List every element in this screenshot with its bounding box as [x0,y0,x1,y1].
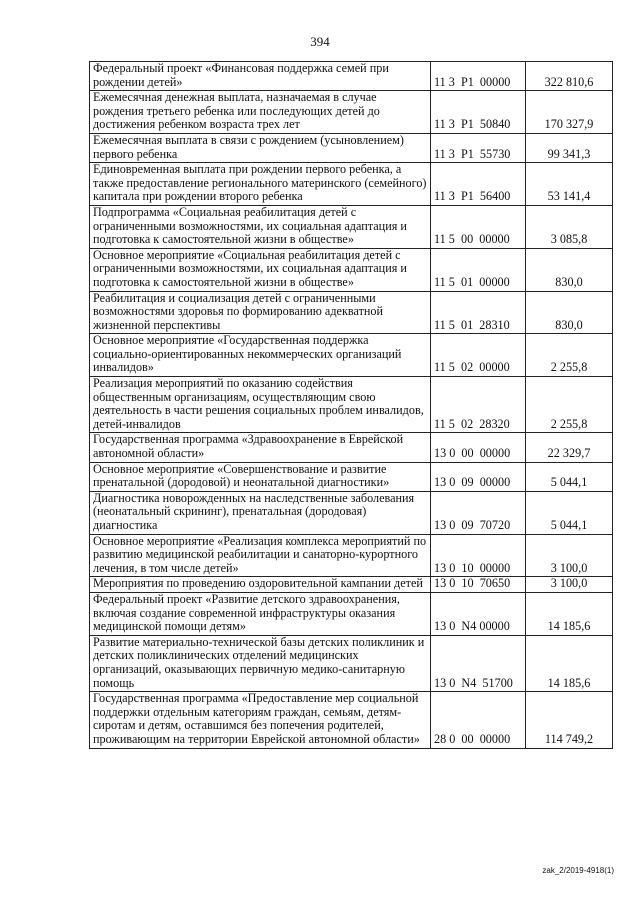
row-code-cell: 11 3 P1 50840 [431,91,526,134]
document-footer-code: zak_2/2019-4918(1) [542,866,614,875]
row-code-cell: 11 3 P1 56400 [431,163,526,206]
row-code-cell: 13 0 09 00000 [431,462,526,491]
row-amount-cell: 170 327,9 [526,91,613,134]
table-row [90,163,613,206]
row-amount-cell: 99 341,3 [526,133,613,162]
row-code-cell: 28 0 00 00000 [431,692,526,748]
row-name-cell: Реализация мероприятий по оказанию содействия общественным организациям, осуществляющим свою деятельность в части решения социальных проблем инвалидов, детей-инвалидов [90,377,431,433]
row-name-cell: Основное мероприятие «Реализация комплекса мероприятий по развитию медицинской реабилитации и санаторно-курортного лечения, в том числе детей» [90,534,431,577]
row-name-cell: Основное мероприятие «Социальная реабилитация детей с ограниченными возможностями, их социальная адаптация и подготовка к самостоятельной жизни в обществе» [90,248,431,291]
row-amount-cell: 22 329,7 [526,433,613,462]
row-name-cell: Основное мероприятие «Государственная поддержка социально-ориентированных некоммерческих организаций инвалидов» [90,334,431,377]
row-amount-cell: 14 185,6 [526,592,613,635]
row-name-cell: Ежемесячная денежная выплата, назначаемая в случае рождения третьего ребенка или последующих детей до достижения ребенком возраста трех лет [90,91,431,134]
row-amount-cell: 5 044,1 [526,462,613,491]
row-amount-cell: 53 141,4 [526,163,613,206]
table-row [90,133,613,162]
row-name-cell: Диагностика новорожденных на наследственные заболевания (неонатальный скрининг), пренатальная (дородовая) диагностика [90,491,431,534]
row-amount-cell: 830,0 [526,248,613,291]
table-row [90,248,613,291]
row-amount-cell: 114 749,2 [526,692,613,748]
row-name-cell: Развитие материально-технической базы детских поликлиник и детских поликлинических отделений медицинских организаций, оказывающих первичную медико-санитарную помощь [90,635,431,691]
row-code-cell: 13 0 N4 00000 [431,592,526,635]
row-name-cell: Подпрограмма «Социальная реабилитация детей с ограниченными возможностями, их социальная адаптация и подготовка к самостоятельной жизни в обществе» [90,205,431,248]
table-row [90,62,613,91]
row-code-cell: 13 0 N4 51700 [431,635,526,691]
row-amount-cell: 3 100,0 [526,577,613,593]
table-row [90,334,613,377]
row-code-cell: 13 0 10 70650 [431,577,526,593]
row-name-cell: Мероприятия по проведению оздоровительной кампании детей [90,577,431,593]
row-code-cell: 13 0 10 00000 [431,534,526,577]
page-number: 394 [310,34,330,49]
row-code-cell: 11 5 01 00000 [431,248,526,291]
row-amount-cell: 3 085,8 [526,205,613,248]
row-code-cell: 11 5 02 00000 [431,334,526,377]
row-name-cell: Государственная программа «Здравоохранение в Еврейской автономной области» [90,433,431,462]
row-name-cell: Государственная программа «Предоставление мер социальной поддержки отдельным категориям граждан, семьям, детям-сиротам и детям, оставшимся без попечения родителей, проживающим на территории Еврейской автономной области» [90,692,431,748]
row-code-cell: 11 5 02 28320 [431,377,526,433]
row-amount-cell: 14 185,6 [526,635,613,691]
budget-table [89,61,613,749]
row-amount-cell: 2 255,8 [526,377,613,433]
row-code-cell: 13 0 00 00000 [431,433,526,462]
table-row [90,491,613,534]
table-row [90,692,613,748]
row-amount-cell: 830,0 [526,291,613,334]
table-row [90,534,613,577]
table-row [90,592,613,635]
row-code-cell: 11 5 01 28310 [431,291,526,334]
table-row [90,635,613,691]
row-code-cell: 11 3 P1 00000 [431,62,526,91]
row-name-cell: Основное мероприятие «Совершенствование и развитие пренатальной (дородовой) и неонатальной диагностики» [90,462,431,491]
row-name-cell: Единовременная выплата при рождении первого ребенка, а также предоставление регионального материнского (семейного) капитала при рождении второго ребенка [90,163,431,206]
row-name-cell: Реабилитация и социализация детей с ограниченными возможностями здоровья по формированию адекватной жизненной перспективы [90,291,431,334]
table-row [90,91,613,134]
row-amount-cell: 2 255,8 [526,334,613,377]
table-row [90,377,613,433]
budget-table-body [90,62,613,749]
table-row [90,433,613,462]
row-code-cell: 13 0 09 70720 [431,491,526,534]
table-row [90,291,613,334]
row-amount-cell: 322 810,6 [526,62,613,91]
table-row [90,205,613,248]
row-name-cell: Федеральный проект «Финансовая поддержка семей при рождении детей» [90,62,431,91]
row-name-cell: Федеральный проект «Развитие детского здравоохранения, включая создание современной инфраструктуры оказания медицинской помощи детям» [90,592,431,635]
row-code-cell: 11 3 P1 55730 [431,133,526,162]
row-amount-cell: 3 100,0 [526,534,613,577]
row-amount-cell: 5 044,1 [526,491,613,534]
row-name-cell: Ежемесячная выплата в связи с рождением (усыновлением) первого ребенка [90,133,431,162]
table-row [90,577,613,593]
table-row [90,462,613,491]
row-code-cell: 11 5 00 00000 [431,205,526,248]
